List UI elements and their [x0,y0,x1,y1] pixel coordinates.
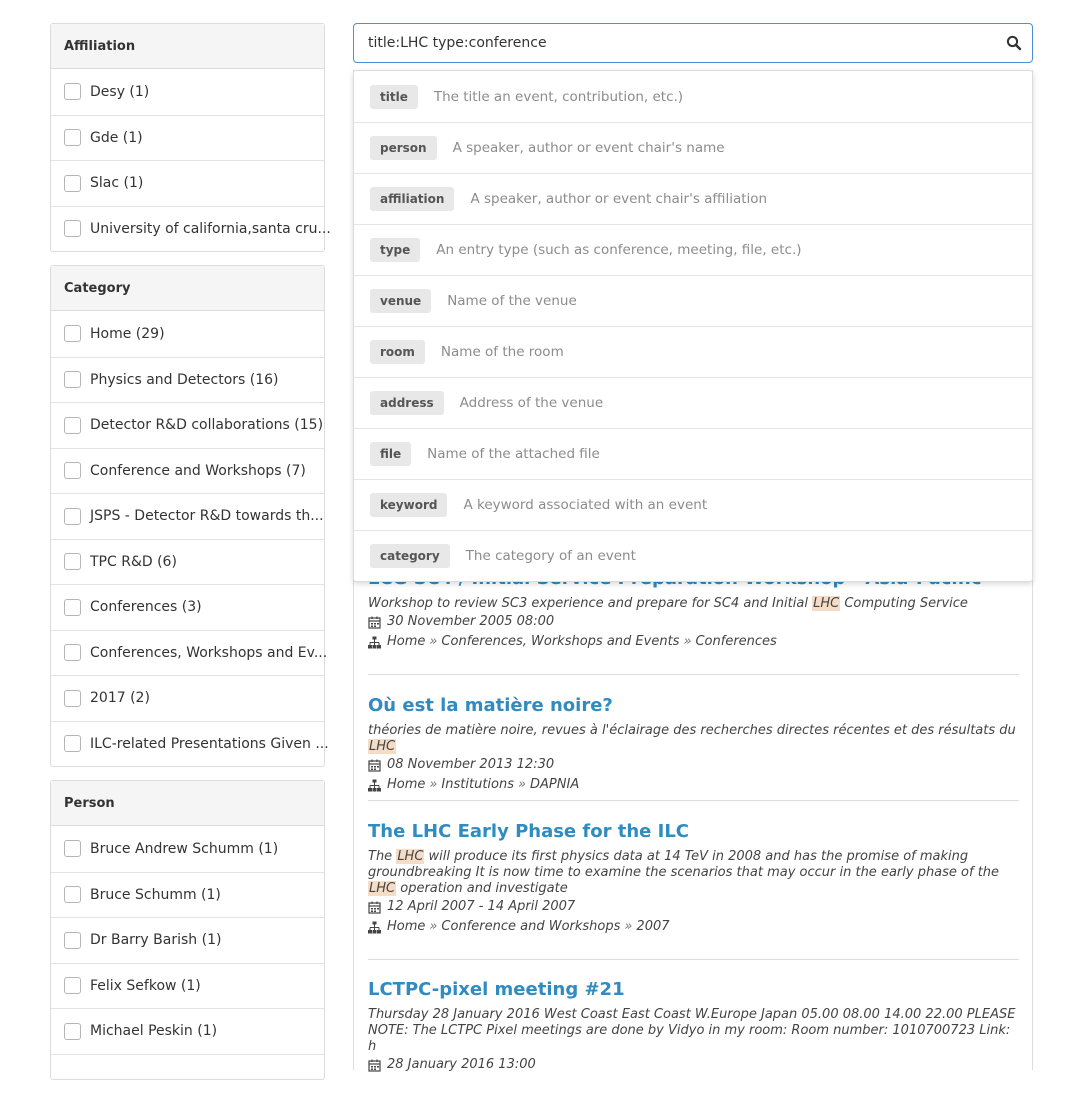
suggestion-description: A speaker, author or event chair's name [453,140,725,156]
checkbox[interactable] [64,129,81,146]
breadcrumb-link[interactable]: Conferences [695,634,776,650]
suggestion-description: Name of the room [441,344,564,360]
breadcrumb-link[interactable]: Conference and Workshops [441,919,620,935]
suggestion-title[interactable] [354,71,1032,122]
search-suggestions-dropdown [353,70,1033,582]
checkbox[interactable] [64,977,81,994]
result-description: The LHC will produce its first physics data at 14 TeV in 2008 and has the promise of making groundbreaking It is now time to examine the scenarios that may occur in the early phase of the LHC operation and investigate [368,849,1019,897]
facet-option[interactable]: Gde (1) [51,115,324,161]
checkbox[interactable] [64,175,81,192]
result-description: Workshop to review SC3 experience and prepare for SC4 and Initial LHC Computing Service [368,596,1019,612]
facet-option[interactable]: TPC R&D (6) [51,539,324,585]
suggestion-tag: category [370,544,450,568]
checkbox[interactable] [64,508,81,525]
checkbox[interactable] [64,932,81,949]
result-description: théories de matière noire, revues à l'éclairage des recherches directes récentes et des résultats du LHC [368,723,1019,755]
checkbox[interactable] [64,735,81,752]
checkbox[interactable] [64,417,81,434]
facet-person [50,780,325,1080]
suggestion-tag: affiliation [370,187,454,211]
suggestion-file[interactable] [354,428,1032,479]
suggestion-description: Address of the venue [460,395,604,411]
facet-option[interactable]: Bruce Andrew Schumm (1) [51,826,324,872]
suggestion-type[interactable] [354,224,1032,275]
result-item [368,979,1019,1073]
breadcrumb-link[interactable]: DAPNIA [530,777,579,793]
result-title-link[interactable]: Où est la matière noire? [368,695,1019,717]
suggestion-keyword[interactable] [354,479,1032,530]
suggestion-address[interactable] [354,377,1032,428]
suggestion-tag: file [370,442,411,466]
breadcrumb-link[interactable]: Home [387,634,425,650]
result-breadcrumb: Home » Institutions » DAPNIA [368,777,1019,793]
suggestion-description: Name of the attached file [427,446,600,462]
result-breadcrumb: Home » Conferences, Workshops and Events » Conferences [368,634,1019,650]
divider [368,800,1019,801]
suggestion-tag: type [370,238,420,262]
search-box [353,23,1033,63]
breadcrumb-link[interactable]: Institutions [441,777,514,793]
sitemap-icon [368,779,381,792]
facet-option[interactable]: Bruce Schumm (1) [51,872,324,918]
facet-title: Affiliation [51,24,324,69]
suggestion-description: The category of an event [466,548,636,564]
facet-title: Category [51,266,324,311]
sitemap-icon [368,636,381,649]
divider [368,674,1019,675]
checkbox[interactable] [64,886,81,903]
result-item [368,695,1019,793]
result-date: 12 April 2007 - 14 April 2007 [368,899,1019,915]
checkbox[interactable] [64,220,81,237]
suggestion-description: A speaker, author or event chair's affiliation [470,191,767,207]
search-icon[interactable] [1006,35,1022,51]
facet-option[interactable] [51,1054,324,1099]
facet-option[interactable]: Felix Sefkow (1) [51,963,324,1009]
suggestion-description: An entry type (such as conference, meeting, file, etc.) [436,242,801,258]
result-item [368,821,1019,935]
facet-option[interactable]: 2017 (2) [51,675,324,721]
facet-category [50,265,325,767]
result-description: Thursday 28 January 2016 West Coast East Coast W.Europe Japan 05.00 08.00 14.00 22.00 PLEASE NOTE: The LCTPC Pixel meetings are done by Vidyo in my room: Room number: 1010700723 Link: h [368,1007,1019,1055]
facet-option[interactable]: Michael Peskin (1) [51,1008,324,1054]
checkbox[interactable] [64,644,81,661]
result-title-link[interactable]: LCTPC-pixel meeting #21 [368,979,1019,1001]
suggestion-person[interactable] [354,122,1032,173]
checkbox[interactable] [64,840,81,857]
search-highlight: LHC [368,881,396,896]
suggestion-tag: address [370,391,444,415]
result-title-link[interactable]: The LHC Early Phase for the ILC [368,821,1019,843]
calendar-icon [368,616,381,629]
calendar-icon [368,1059,381,1072]
facet-option[interactable]: University of california,santa cru... [51,206,324,252]
calendar-icon [368,759,381,772]
search-highlight: LHC [368,739,396,754]
divider [368,959,1019,960]
checkbox[interactable] [64,462,81,479]
sitemap-icon [368,921,381,934]
facet-option[interactable]: Desy (1) [51,69,324,115]
facet-option[interactable]: Dr Barry Barish (1) [51,917,324,963]
breadcrumb-link[interactable]: Home [387,919,425,935]
result-date: 08 November 2013 12:30 [368,757,1019,773]
suggestion-category[interactable] [354,530,1032,581]
checkbox[interactable] [64,371,81,388]
facet-affiliation [50,23,325,252]
checkbox[interactable] [64,690,81,707]
facet-option[interactable]: Conferences, Workshops and Ev... [51,630,324,676]
breadcrumb-link[interactable]: Conferences, Workshops and Events [441,634,679,650]
search-highlight: LHC [812,596,840,611]
suggestion-description: The title an event, contribution, etc.) [434,89,683,105]
checkbox[interactable] [64,83,81,100]
facet-title: Person [51,781,324,826]
calendar-icon [368,901,381,914]
result-date: 28 January 2016 13:00 [368,1057,1019,1073]
facet-option[interactable]: Conferences (3) [51,584,324,630]
facet-option[interactable]: JSPS - Detector R&D towards th... [51,493,324,539]
suggestion-description: Name of the venue [447,293,577,309]
checkbox[interactable] [64,325,81,342]
result-date: 30 November 2005 08:00 [368,614,1019,630]
facet-option[interactable]: Physics and Detectors (16) [51,357,324,403]
facet-option[interactable]: Conference and Workshops (7) [51,448,324,494]
suggestion-tag: title [370,85,418,109]
suggestion-tag: venue [370,289,431,313]
facet-option[interactable]: ILC-related Presentations Given ... [51,721,324,767]
search-highlight: LHC [396,849,424,864]
search-input[interactable] [368,35,978,51]
suggestion-tag: person [370,136,437,160]
breadcrumb-link[interactable]: Home [387,777,425,793]
checkbox[interactable] [64,599,81,616]
breadcrumb-link[interactable]: 2007 [636,919,669,935]
suggestion-tag: keyword [370,493,447,517]
suggestion-affiliation[interactable] [354,173,1032,224]
suggestion-room[interactable] [354,326,1032,377]
checkbox[interactable] [64,553,81,570]
suggestion-venue[interactable] [354,275,1032,326]
facet-option[interactable]: Detector R&D collaborations (15) [51,402,324,448]
facet-option[interactable]: Home (29) [51,311,324,357]
result-breadcrumb: Home » Conference and Workshops » 2007 [368,919,1019,935]
suggestion-tag: room [370,340,425,364]
suggestion-description: A keyword associated with an event [463,497,707,513]
facet-option[interactable]: Slac (1) [51,160,324,206]
checkbox[interactable] [64,1023,81,1040]
